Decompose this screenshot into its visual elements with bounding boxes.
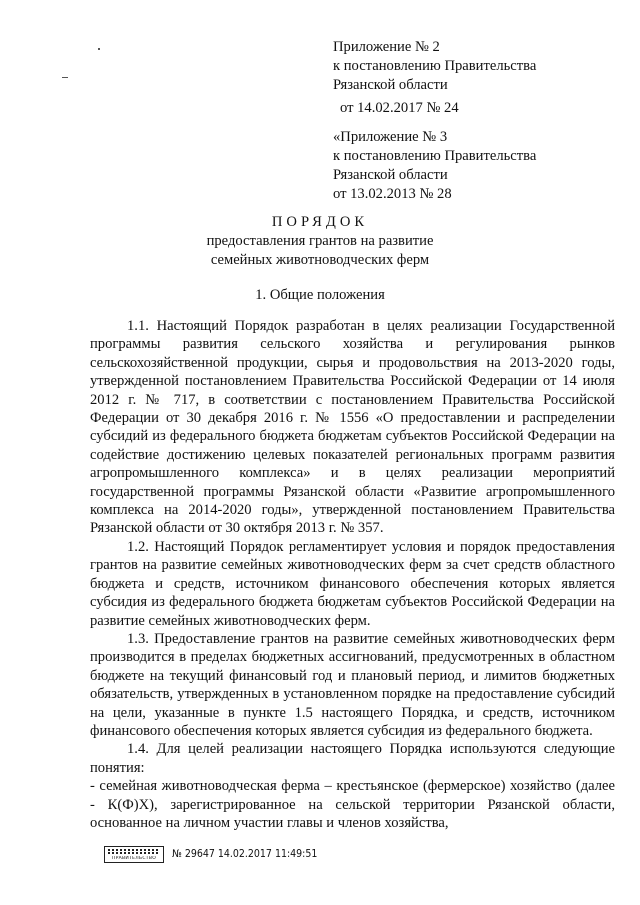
title-heading: ПОРЯДОК xyxy=(271,214,369,230)
section-heading: 1. Общие положения xyxy=(255,287,385,303)
annex-previous-line1: «Приложение № 3 xyxy=(333,129,448,145)
scan-mark xyxy=(98,48,100,50)
paragraph-1-1: 1.1. Настоящий Порядок разработан в целях реализации Государственной программы развития сельского хозяйства и регулирования рынков сельскохозяйственной продукции, сырья и продовольствия на 2013-2020 годы, утвержденной постановлением Правительства Российской Федерации от 14 июля 2012 г. № 717, в соответствии с постановлением Правительства Российской Федерации от 30 декабря 2016 г. № 1556 «О предоставлении и распределении субсидий из федерального бюджета бюджетам субъектов Российской Федерации на содействие достижению целевых показателей региональных программ развития агропромышленного комплекса» и в целях реализации мероприятий государственной программы Рязанской области «Развитие агропромышленного комплекса на 2014-2020 годы», утвержденной постановлением Правительства Рязанской области от 30 октября 2013 г. № 357. xyxy=(90,318,615,537)
annex-current-line3: Рязанской области xyxy=(333,77,448,93)
annex-previous-line4: от 13.02.2013 № 28 xyxy=(333,186,452,202)
annex-previous-line3: Рязанской области xyxy=(333,167,448,183)
government-stamp-icon xyxy=(104,846,164,863)
registration-number: № 29647 14.02.2017 11:49:51 xyxy=(172,848,318,860)
title-line1: предоставления грантов на развитие xyxy=(206,233,434,249)
annex-previous xyxy=(333,128,536,204)
annex-current-line2: к постановлению Правительства xyxy=(333,58,537,74)
annex-previous-line2: к постановлению Правительства xyxy=(333,148,537,164)
title-line2: семейных животноводческих ферм xyxy=(210,252,430,268)
paragraph-1-3: 1.3. Предоставление грантов на развитие семейных животноводческих ферм производится в пределах бюджетных ассигнований, предусмотренных в областном бюджете на текущий финансовый год и плановый период, и лимитов бюджетных обязательств, утвержденных в установленном порядке на предоставление субсидий на цели, указанные в пункте 1.5 настоящего Порядка, и средств, источником финансового обеспечения которых является субсидия из федерального бюджета. xyxy=(90,630,615,739)
document-body xyxy=(90,317,615,832)
scan-mark xyxy=(62,77,68,78)
definition-family-farm: - семейная животноводческая ферма – крестьянское (фермерское) хозяйство (далее - К(Ф)Х), зарегистрированное на сельской территории Рязанской области, основанное на личном участии главы и членов хозяйства, xyxy=(90,778,615,831)
annex-current-date: от 14.02.2017 № 24 xyxy=(340,100,459,116)
paragraph-1-4: 1.4. Для целей реализации настоящего Порядка используются следующие понятия: xyxy=(90,741,615,776)
document-title xyxy=(0,213,640,270)
stamp-label: ПРАВИТЕЛЬСТВО xyxy=(111,856,157,861)
paragraph-1-2: 1.2. Настоящий Порядок регламентирует условия и порядок предоставления грантов на развитие семейных животноводческих ферм за счет средств областного бюджета и средств, источником финансового обеспечения которых является субсидия из федерального бюджета бюджетам субъектов Российской Федерации на развитие семейных животноводческих ферм. xyxy=(90,538,615,629)
annex-current xyxy=(333,38,536,95)
annex-current-line1: Приложение № 2 xyxy=(333,39,440,55)
